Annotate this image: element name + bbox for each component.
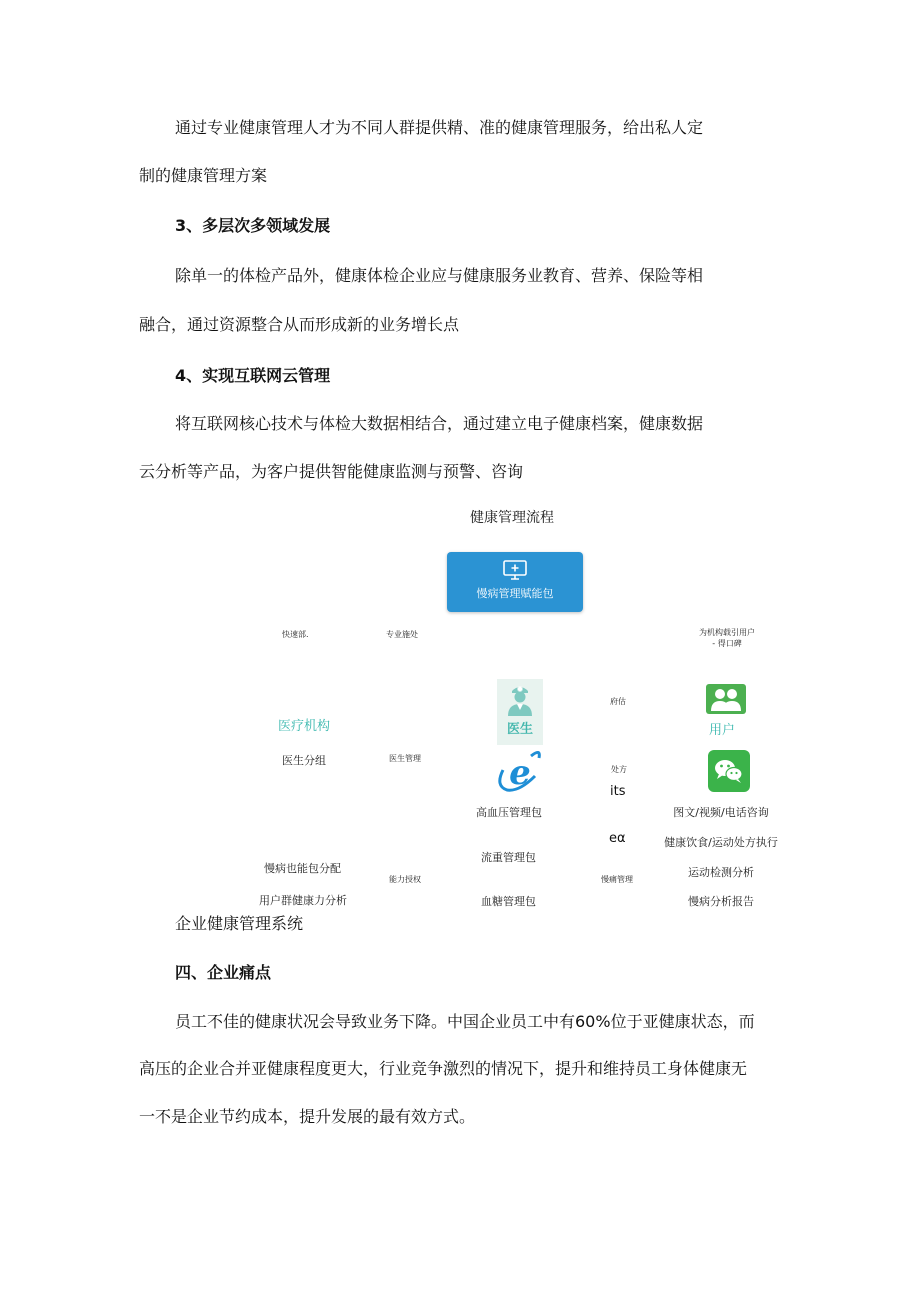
banner-label: 慢病管理赋能包 — [476, 587, 554, 600]
heading-4: 4、实现互联网云管理 — [175, 366, 331, 385]
hypertension-pkg: 高血压管理包 — [476, 806, 542, 819]
figure-title: 健康管理流程 — [470, 510, 554, 526]
monitor-icon — [503, 560, 527, 580]
chronic-manage: 慢痛管理 — [601, 875, 633, 884]
label-its: its — [610, 784, 626, 799]
doctor-label: 医生 — [506, 722, 533, 737]
ability-auth: 能力授权 — [389, 875, 421, 884]
label-ea: eα — [609, 831, 626, 846]
para4-line3: 一不是企业节约成本，提升发展的最有效方式。 — [139, 1107, 476, 1126]
label-weijigou-1: 为机构载引用户 — [699, 628, 755, 637]
hospital-label: 医疗机构 — [278, 719, 331, 734]
label-kuaisu: 快速部. — [282, 630, 309, 639]
doctor-group: 医生分组 — [282, 754, 326, 767]
para3-line1: 将互联网核心技术与体检大数据相结合，通过建立电子健康档案，健康数据 — [175, 414, 704, 433]
para2-line1: 除单一的体检产品外，健康体检企业应与健康服务业教育、营养、保险等相 — [175, 266, 704, 285]
users-icon — [706, 684, 746, 714]
ie-icon — [497, 746, 543, 796]
exercise-analysis: 运动检测分析 — [688, 866, 754, 879]
label-pinggu: 府估 — [610, 697, 626, 706]
para2-line2: 融合，通过资源整合从而形成新的业务增长点 — [139, 315, 460, 334]
para1-line1: 通过专业健康管理人才为不同人群提供精、准的健康管理服务，给出私人定 — [175, 118, 704, 137]
para4-line2: 高压的企业合并亚健康程度更大，行业竞争激烈的情况下，提升和维持员工身体健康无 — [139, 1059, 748, 1078]
para3-line2: 云分析等产品，为客户提供智能健康监测与预警、咨询 — [139, 462, 524, 481]
label-zhuanye: 专业施处 — [386, 630, 418, 639]
svg-text:e: e — [509, 753, 531, 793]
chronic-alloc: 慢病也能包分配 — [264, 862, 341, 875]
doctor-box — [497, 679, 543, 745]
para4-line1: 员工不佳的健康状况会导致业务下降。中国企业员工中有60%位于亚健康状态，而 — [175, 1012, 755, 1031]
label-chufang: 处方 — [611, 765, 627, 774]
label-weijigou-2: - 得口碑 — [712, 639, 742, 648]
liuzhong-pkg: 流重管理包 — [481, 851, 536, 864]
users-label: 用户 — [708, 723, 736, 738]
doctor-icon — [506, 682, 534, 718]
para1-line2: 制的健康管理方案 — [139, 166, 268, 185]
figure-caption: 企业健康管理系统 — [175, 914, 304, 933]
chronic-report: 慢病分析报告 — [688, 895, 754, 908]
consult: 图文/视频/电话咨询 — [673, 806, 769, 819]
heading-3: 3、多层次多领域发展 — [175, 216, 331, 235]
banner-box — [447, 552, 583, 612]
diet-exercise: 健康饮食/运动处方执行 — [664, 836, 778, 849]
user-group-analysis: 用户群健康力分析 — [259, 894, 347, 907]
wechat-icon — [708, 750, 750, 792]
blood-sugar-pkg: 血糖管理包 — [481, 895, 536, 908]
doctor-manage: 医生管理 — [389, 754, 421, 763]
heading-section-4: 四、企业痛点 — [175, 963, 272, 982]
